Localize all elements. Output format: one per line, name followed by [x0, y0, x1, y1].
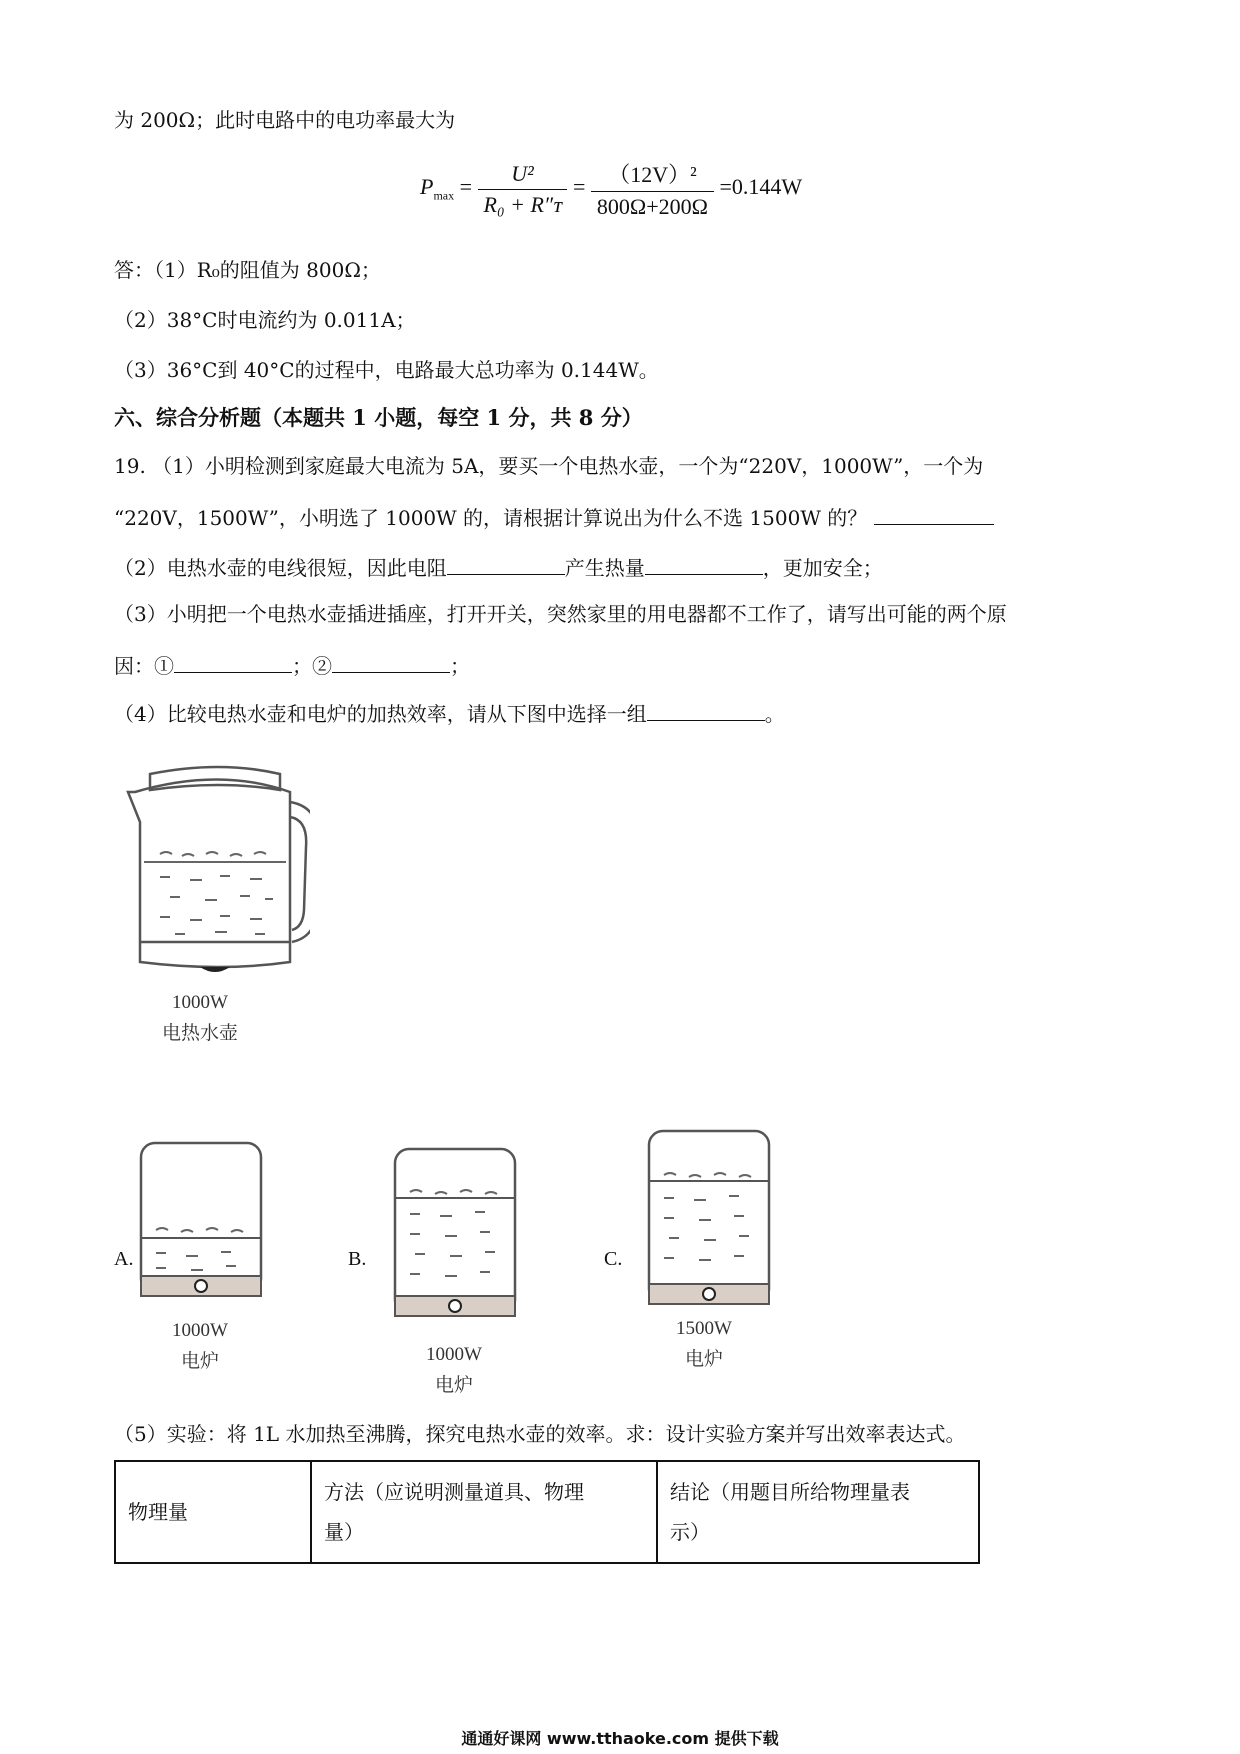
q19-part2-text-c: ，更加安全； [762, 556, 883, 580]
option-a-name: 电炉 [180, 1351, 219, 1372]
option-c-letter[interactable]: C. [604, 1248, 623, 1270]
formula-fraction-2 [591, 158, 714, 220]
table-header-conclusion-line1: 结论（用题目所给物理量表 [670, 1480, 910, 1504]
option-b-letter[interactable]: B. [348, 1248, 367, 1270]
answer-blank-6[interactable] [647, 698, 765, 721]
section-heading: 六、综合分析题（本题共 1 小题，每空 1 分，共 8 分） [114, 405, 643, 430]
power-formula [420, 158, 802, 220]
option-b-power: 1000W [426, 1344, 482, 1365]
q19-part3-text-c: ； [450, 654, 470, 678]
stove-figure-c [644, 1126, 774, 1316]
answer-3: （3）36°C到 40°C的过程中，电路最大总功率为 0.144W。 [114, 358, 659, 382]
formula-den1: R₀ + R″ᴛ [483, 191, 562, 217]
formula-num1: U² [478, 161, 568, 190]
q19-part3-line2 [114, 650, 470, 680]
answer-blank-1[interactable] [874, 502, 994, 525]
q19-part1-line2 [114, 502, 994, 532]
formula-num2: （12V）² [591, 158, 714, 192]
formula-result: =0.144W [719, 174, 803, 200]
table-header-quantity: 物理量 [115, 1461, 311, 1563]
answer-blank-3[interactable] [645, 552, 763, 575]
formula-eq2: = [572, 174, 586, 200]
table-header-conclusion [657, 1461, 979, 1563]
electric-kettle-figure [120, 762, 310, 992]
q19-part3-text-a: 因：① [114, 654, 174, 678]
answer-blank-5[interactable] [332, 650, 450, 673]
formula-den2: 800Ω+200Ω [596, 194, 708, 219]
q19-part4 [114, 698, 785, 728]
answer-blank-4[interactable] [174, 650, 292, 673]
answer-2: （2）38°C时电流约为 0.011A； [114, 308, 416, 332]
q19-part4-text-b: 。 [764, 702, 785, 726]
option-c-name: 电炉 [684, 1349, 723, 1370]
q19-part4-text-a: （4）比较电热水壶和电炉的加热效率，请从下图中选择一组 [114, 702, 647, 726]
formula-eq1: = [459, 174, 473, 200]
q19-part1-line1: 19. （1）小明检测到家庭最大电流为 5A，要买一个电热水壶，一个为“220V，1000W”，一个为 [114, 454, 984, 478]
q19-part3-line1: （3）小明把一个电热水壶插进插座，打开开关，突然家里的用电器都不工作了，请写出可能的两个原 [114, 602, 1007, 626]
q19-part5: （5）实验：将 1L 水加热至沸腾，探究电热水壶的效率。求：设计实验方案并写出效率表达式。 [114, 1422, 966, 1446]
kettle-power-label: 1000W [172, 992, 228, 1013]
option-b-name: 电炉 [434, 1375, 473, 1396]
experiment-table [114, 1460, 980, 1564]
q19-part2-text-a: （2）电热水壶的电线很短，因此电阻 [114, 556, 447, 580]
q19-part2 [114, 552, 883, 582]
formula-lhs-sub: max [433, 188, 455, 203]
table-header-method-line2: 量） [324, 1520, 364, 1544]
answer-1: 答：（1）R₀的阻值为 800Ω； [114, 258, 381, 282]
page-footer: 通通好课网 www.tthaoke.com 提供下载 [461, 1729, 779, 1748]
table-header-method [311, 1461, 657, 1563]
intro-line: 为 200Ω；此时电路中的电功率最大为 [114, 108, 456, 132]
q19-part2-text-b: 产生热量 [564, 556, 645, 580]
stove-figure-a [136, 1138, 266, 1318]
kettle-name-label: 电热水壶 [161, 1023, 238, 1044]
q19-part3-text-b: ；② [292, 654, 332, 678]
answer-blank-2[interactable] [447, 552, 565, 575]
formula-lhs: P [420, 174, 434, 200]
table-header-conclusion-line2: 示） [670, 1520, 710, 1544]
q19-part1-text: “220V，1500W”，小明选了 1000W 的，请根据计算说出为什么不选 1500W 的？ [114, 506, 868, 530]
stove-figure-b [390, 1144, 520, 1334]
table-row [115, 1461, 979, 1563]
formula-fraction-1 [478, 161, 568, 218]
option-a-power: 1000W [172, 1320, 228, 1341]
option-a-letter[interactable]: A. [114, 1248, 134, 1270]
option-c-power: 1500W [676, 1318, 732, 1339]
table-header-method-line1: 方法（应说明测量道具、物理 [324, 1480, 584, 1504]
